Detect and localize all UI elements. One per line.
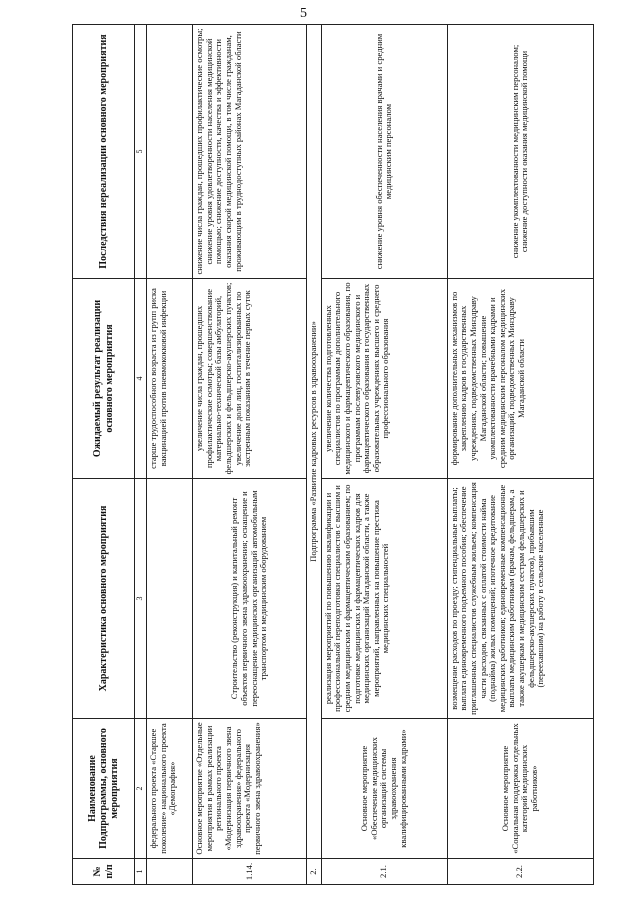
header-name: Наименование Подпрограммы, основного мероприятия	[73, 719, 135, 859]
table-row	[321, 25, 447, 885]
section-row	[307, 25, 322, 885]
row-num	[147, 859, 193, 885]
row-name: федерального проекта «Старшее поколение» национального проекта «Демография»	[147, 719, 193, 859]
row-result: старше трудоспособного возраста из групп риска вакцинацией против пневмококковой инфекции	[147, 279, 193, 479]
header-result: Ожидаемый результат реализации основного мероприятия	[73, 279, 135, 479]
page-number: 5	[300, 6, 307, 21]
table-row	[147, 25, 193, 885]
column-number: 4	[135, 279, 147, 479]
column-number-row	[135, 25, 147, 885]
section-num: 2.	[307, 859, 322, 885]
row-result: увеличение количества подготовленных специалистов по программам дополнительного медицинского и фармацевтического образования, по программам послевузовского медицинского и фармацевтического образования в государственных образовательных учреждениях высшего и среднего профессионального образования	[321, 279, 447, 479]
row-consequences	[147, 25, 193, 279]
column-number: 1	[135, 859, 147, 885]
row-num: 2.2.	[447, 859, 593, 885]
rotated-table-container	[72, 25, 592, 885]
column-number: 5	[135, 25, 147, 279]
row-result: увеличение числа граждан, прошедших профилактические осмотры; совершенствование материально-технической базы амбулаторий, фельдшерских и фельдшерско-акушерских пунктов; увеличение доли лиц, госпитализированных по экстренным показаниям в течение первых суток	[193, 279, 307, 479]
column-number: 2	[135, 719, 147, 859]
row-result: формирование дополнительных механизмов по закреплению кадров в государственных учреждениях, подведомственных Минздраву Магаданской области; повышение укомплектованности врачебными кадрами и средним медицинским персоналом медицинских организаций, подведомственных Минздраву Магаданской области	[447, 279, 593, 479]
row-name: Основное мероприятие «Социальная поддержка отдельных категорий медицинских работников»	[447, 719, 593, 859]
row-name: Основное мероприятие «Отдельные мероприятия в рамках реализации регионального проекта «Модернизация первичного звена здравоохранения» федерального проекта «Модернизация первичного звена здравоохранения»	[193, 719, 307, 859]
table-row	[193, 25, 307, 885]
section-title: Подпрограмма «Развитие кадровых ресурсов в здравоохранении»	[307, 25, 322, 859]
row-consequences: снижение укомплектованности медицинским персоналом; снижение доступности оказания медицинской помощи	[447, 25, 593, 279]
row-desc: реализация мероприятий по повышению квалификации и профессиональной переподготовки специалистов с высшим и средним медицинским и фармацевтическим образованием; по подготовке медицинских и фармацевтических кадров для медицинских организаций Магаданской области, а также мероприятий, направленных на повышение престижа медицинских специальностей	[321, 479, 447, 719]
program-table	[72, 24, 594, 885]
row-desc: возмещение расходов по проезду; стипендиальные выплаты; выплата единовременного подъемного пособия; обеспечение приглашенных специалистов служебным жильем; компенсация части расходов, связанных с оплатой стоимости найма (поднайма) жилых помещений; ипотечное кредитование медицинских работников; единовременные компенсационные выплаты медицинским работникам (врачам, фельдшерам, а также акушеркам и медицинским сестрам фельдшерских и фельдшерско-акушерских пунктов), прибывшим (переехавшим) на работу в сельские населенные	[447, 479, 593, 719]
row-consequences: снижение уровня обеспеченности населения врачами и средним медицинским персоналом	[321, 25, 447, 279]
header-consequences: Последствия нереализации основного мероприятия	[73, 25, 135, 279]
header-num: № п/п	[73, 859, 135, 885]
row-num: 2.1.	[321, 859, 447, 885]
row-desc	[147, 479, 193, 719]
column-number: 3	[135, 479, 147, 719]
row-consequences: снижение числа граждан, прошедших профилактические осмотры; снижение уровня удовлетворенности населения медицинской помощью; снижение доступности, качества и эффективности оказания скорой медицинской помощи, в том числе гражданам, проживающим в труднодоступных районах Магаданской области	[193, 25, 307, 279]
header-desc: Характеристика основного мероприятия	[73, 479, 135, 719]
row-desc: Строительство (реконструкция) и капитальный ремонт объектов первичного звена здравоохранения; оснащение и переоснащение медицинских организаций автомобильным транспортом и медицинским оборудованием	[193, 479, 307, 719]
row-name: Основное мероприятие «Обеспечение медицинских организаций системы здравоохранения квалифицированными кадрами»	[321, 719, 447, 859]
header-row	[73, 25, 135, 885]
row-num: 1.14.	[193, 859, 307, 885]
table-row	[447, 25, 593, 885]
